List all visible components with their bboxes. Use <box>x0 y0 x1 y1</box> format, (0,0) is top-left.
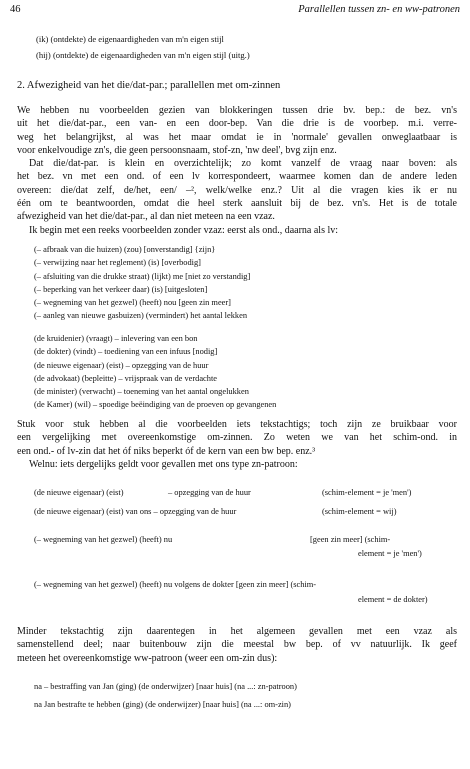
pair-left: (de nieuwe eigenaar) (eist) <box>34 488 124 497</box>
text-line: uit het die/dat-par., een van- en een door-bep. Van die drie is de voorbep. m.i. verre- <box>17 118 457 130</box>
section-heading: 2. Afwezigheid van het die/dat-par.; parallellen met om-zinnen <box>17 80 281 91</box>
paragraph-1 <box>17 104 457 237</box>
text-line: voor enkelvoudige zn's, die geen persoonsnaam, stof-zn, 'nw deel', bvg zijn enz. <box>17 144 337 156</box>
text-line: één om te beantwoorden, omdat die heel sterk aansluit bij de bez. vn's. Het is de totale <box>17 198 457 210</box>
pair-left: (de nieuwe eigenaar) (eist) van ons – opzegging van de huur <box>34 507 237 516</box>
text-line: Welnu: iets dergelijks geldt voor gevallen met ons type zn-patroon: <box>29 458 298 470</box>
text-line: een ond.- of lv-zin dat het óf niks beperkt óf de kern van een bw bep. enz.³ <box>17 445 316 457</box>
paragraph-2 <box>17 418 457 471</box>
page-header <box>10 4 460 20</box>
list-item: (de kruidenier) (vraagt) – inlevering van een bon <box>34 334 198 343</box>
pair-right: (schim-element = je 'men') <box>322 488 412 497</box>
list-item: (de Kamer) (wil) – spoedige beëindiging van de proeven op gevangenen <box>34 400 277 410</box>
text-line: overeen: die/dat zelf, de/het, een/ –², welk/welke enz.? Uit al die vragen kies ik er nu <box>17 184 457 196</box>
list-item: (– afbraak van die huizen) (zou) [onverstandig] {zijn} <box>34 245 216 254</box>
pair-mid: [geen zin meer] (schim- <box>310 535 391 544</box>
text-line: Dat die/dat-par. is klein en overzichtelijk; zo komt vanzelf de vraag naar boven: als <box>29 158 457 170</box>
text-line: het bez. vn met een ond. of een lv korrespondeert, waarmee komen dan de andere leden <box>17 171 457 183</box>
paragraph-3 <box>17 625 457 665</box>
list-item: (de nieuwe eigenaar) (eist) – opzegging van de huur <box>34 360 209 370</box>
example-list-1 <box>34 243 250 323</box>
list-item: (de advokaat) (bepleitte) – vrijspraak van de verdachte <box>34 373 217 383</box>
text-line: samenstellend deel; naar buitenbouw zijn die meestal bw bep. of vv natuurlijk. Ik geef <box>17 639 457 651</box>
text-line: een vergelijking met overeenkomstige om-zinnen. Zo weten we van het schim-ond. in <box>17 432 457 444</box>
text-line: meteen het overeenkomstige ww-patroon (weer een om-zin dus): <box>17 652 278 664</box>
pair-left: (– wegneming van het gezwel) (heeft) nu <box>34 535 173 544</box>
final-example: na – bestraffing van Jan (ging) (de onderwijzer) [naar huis] (na ...: zn-patroon) <box>34 682 297 691</box>
pair-right: element = de dokter) <box>358 595 428 604</box>
pair-right: element = je 'men') <box>358 549 422 558</box>
text-line: Ik begin met een reeks voorbeelden zonder vzaz: eerst als ond., daarna als lv: <box>29 224 339 236</box>
pair-left: (– wegneming van het gezwel) (heeft) nu volgens de dokter [geen zin meer] (schim- <box>34 580 317 589</box>
text-line: weg het belangrijkst, al was het maar omdat ie in 'normale' gevallen onweglaatbaar is <box>17 131 457 143</box>
list-item: (– verwijzing naar het reglement) (is) [overbodig] <box>34 258 201 268</box>
list-item: (– aanleg van nieuwe gasbuizen) (vermindert) het aantal lekken <box>34 311 248 321</box>
example-line: (hij) (ontdekte) de eigenaardigheden van m'n eigen stijl (uitg.) <box>36 50 250 60</box>
text-line: afwezigheid van het die/dat-par., al dan niet meteen na een vzaz. <box>17 211 275 223</box>
example-list-2 <box>34 332 276 412</box>
text-line: Stuk voor stuk hebben al die voorbeelden iets tekstachtigs; toch zijn ze bruikbaar voor <box>17 419 457 430</box>
list-item: (– afsluiting van die drukke straat) (lijkt) me [niet zo verstandig] <box>34 271 251 281</box>
text-line: Minder tekstachtig zijn daarentegen in het algemeen gevallen met een vzaz als <box>17 626 457 637</box>
list-item: (– beperking van het verkeer daar) (is) [uitgesloten] <box>34 284 208 294</box>
running-title: Parallellen tussen zn- en ww-patronen <box>298 4 460 15</box>
page-number: 46 <box>10 4 21 15</box>
list-item: (de dokter) (vindt) – toediening van een infuus [nodig] <box>34 347 218 357</box>
pair-mid: – opzegging van de huur <box>168 488 251 497</box>
list-item: (de minister) (verwacht) – toeneming van het aantal ongelukken <box>34 387 249 397</box>
text-line: We hebben nu voorbeelden gezien van blokkeringen tussen drie bv. bep.: de bez. vn's <box>17 105 457 116</box>
list-item: (– wegneming van het gezwel) (heeft) nou [geen zin meer] <box>34 298 231 308</box>
pair-right: (schim-element = wij) <box>322 507 397 516</box>
example-line: (ik) (ontdekte) de eigenaardigheden van m'n eigen stijl <box>36 34 224 44</box>
final-example: na Jan bestrafte te hebben (ging) (de onderwijzer) [naar huis] (na ...: om-zin) <box>34 700 291 709</box>
